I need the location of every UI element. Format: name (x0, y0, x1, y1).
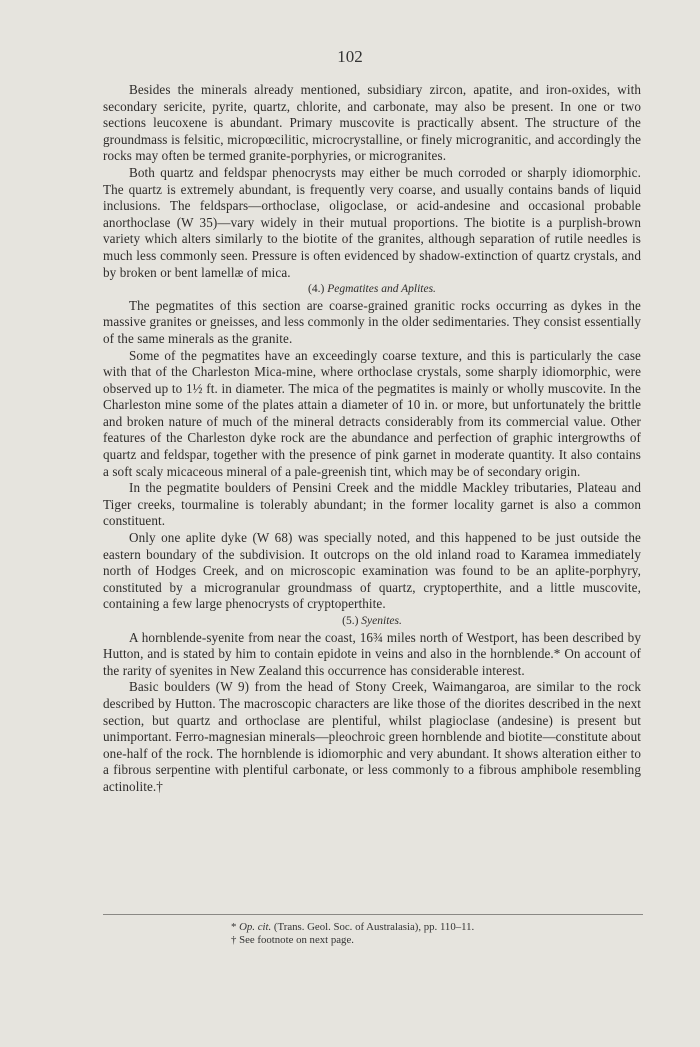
footnotes (231, 921, 631, 946)
paragraph: Besides the minerals already mentioned, subsidiary zircon, apatite, and iron-oxides, with secondary sericite, pyrite, quartz, chlorite, and carbonate, may also be present. In one or two sections leucoxene is abundant. Primary muscovite is practically absent. The structure of the groundmass is felsitic, micropœcilitic, microcrystalline, or finely microgranitic, and accordingly the rocks may often be termed granite-porphyries, or microgranites. (103, 82, 641, 164)
footnote-1 (231, 921, 631, 934)
footnote-2: † See footnote on next page. (231, 933, 354, 946)
footnote-text: (Trans. Geol. Soc. of Australasia), pp. 110–11. (273, 921, 475, 933)
section-heading-pegmatites (103, 281, 641, 298)
footnote-citation: Op. cit. (239, 921, 272, 933)
page-number: 102 (337, 47, 363, 66)
paragraph: Basic boulders (W 9) from the head of Stony Creek, Waimangaroa, are similar to the rock described by Hutton. The macroscopic characters are like those of the diorites described in the next section, but quartz and orthoclase are plentiful, whilst plagioclase (andesine) is present but unimportant. Ferro-magnesian minerals—pleochroic green hornblende and biotite—constitute about one-half of the rock. The hornblende is idiomorphic and very abundant. It shows alteration either to a fibrous serpentine with plentiful carbonate, or less commonly to a fibrous amphibole resembling actinolite.† (103, 679, 641, 794)
paragraph: Both quartz and feldspar phenocrysts may either be much corroded or sharply idiomorphic. The quartz is extremely abundant, is frequently very coarse, and usually contains bands of liquid inclusions. The feldspars—orthoclase, oligoclase, or acid-andesine and occasional probable anorthoclase (W 35)—vary widely in their mutual proportions. The biotite is a purplish-brown variety which alters similarly to the biotite of the granites, although separation of rutile needles is much less commonly seen. Pressure is often evidenced by shadow-extinction of quartz crystals, and by broken or bent lamellæ of mica. (103, 164, 641, 280)
paragraph: In the pegmatite boulders of Pensini Creek and the middle Mackley tributaries, Plateau and Tiger creeks, tourmaline is tolerably abundant; in the former locality garnet is also a common constituent. (103, 480, 641, 529)
section-title: Syenites. (361, 615, 402, 627)
section-heading-syenites (103, 613, 641, 630)
paragraph: Some of the pegmatites have an exceedingly coarse texture, and this is particularly the case with that of the Charleston Mica-mine, where orthoclase crystals, some sharply idiomorphic, were observed up to 1½ ft. in diameter. The mica of the pegmatites is mainly or wholly muscovite. In the Charleston mine some of the plates attain a diameter of 10 in. or more, but unfortunately the brittle and broken nature of much of the mineral detracts considerably from its commercial value. Other features of the Charleston dyke rock are the abundance and perfection of graphic intergrowths of quartz and feldspar, together with the presence of pink garnet in moderate quantity. It also contains a soft scaly micaceous mineral of a pale-greenish tint, which may be of secondary origin. (103, 347, 641, 479)
paragraph: Only one aplite dyke (W 68) was specially noted, and this happened to be just outside the eastern boundary of the subdivision. It outcrops on the old inland road to Karamea immediately north of Hodges Creek, and on microscopic examination was found to be an aplite-porphyry, constituted by a microgranular groundmass of quartz, cryptoperthite, and a little muscovite, containing a few large phenocrysts of cryptoperthite. (103, 530, 641, 612)
section-number: (4.) (308, 283, 325, 296)
footnote-mark: * (231, 921, 237, 933)
body-text (103, 82, 641, 796)
paragraph: A hornblende-syenite from near the coast, 16¾ miles north of Westport, has been described by Hutton, and is stated by him to contain epidote in veins and also in the hornblende.* On account of the rarity of syenites in New Zealand this occurrence has considerable interest. (103, 629, 641, 678)
paragraph: The pegmatites of this section are coarse-grained granitic rocks occurring as dykes in the massive granites or gneisses, and less commonly in the older sedimentaries. They consist essentially of the same minerals as the granite. (103, 297, 641, 346)
section-title: Pegmatites and Aplites. (327, 283, 436, 296)
footnote-divider (103, 914, 643, 915)
section-number: (5.) (342, 615, 359, 627)
